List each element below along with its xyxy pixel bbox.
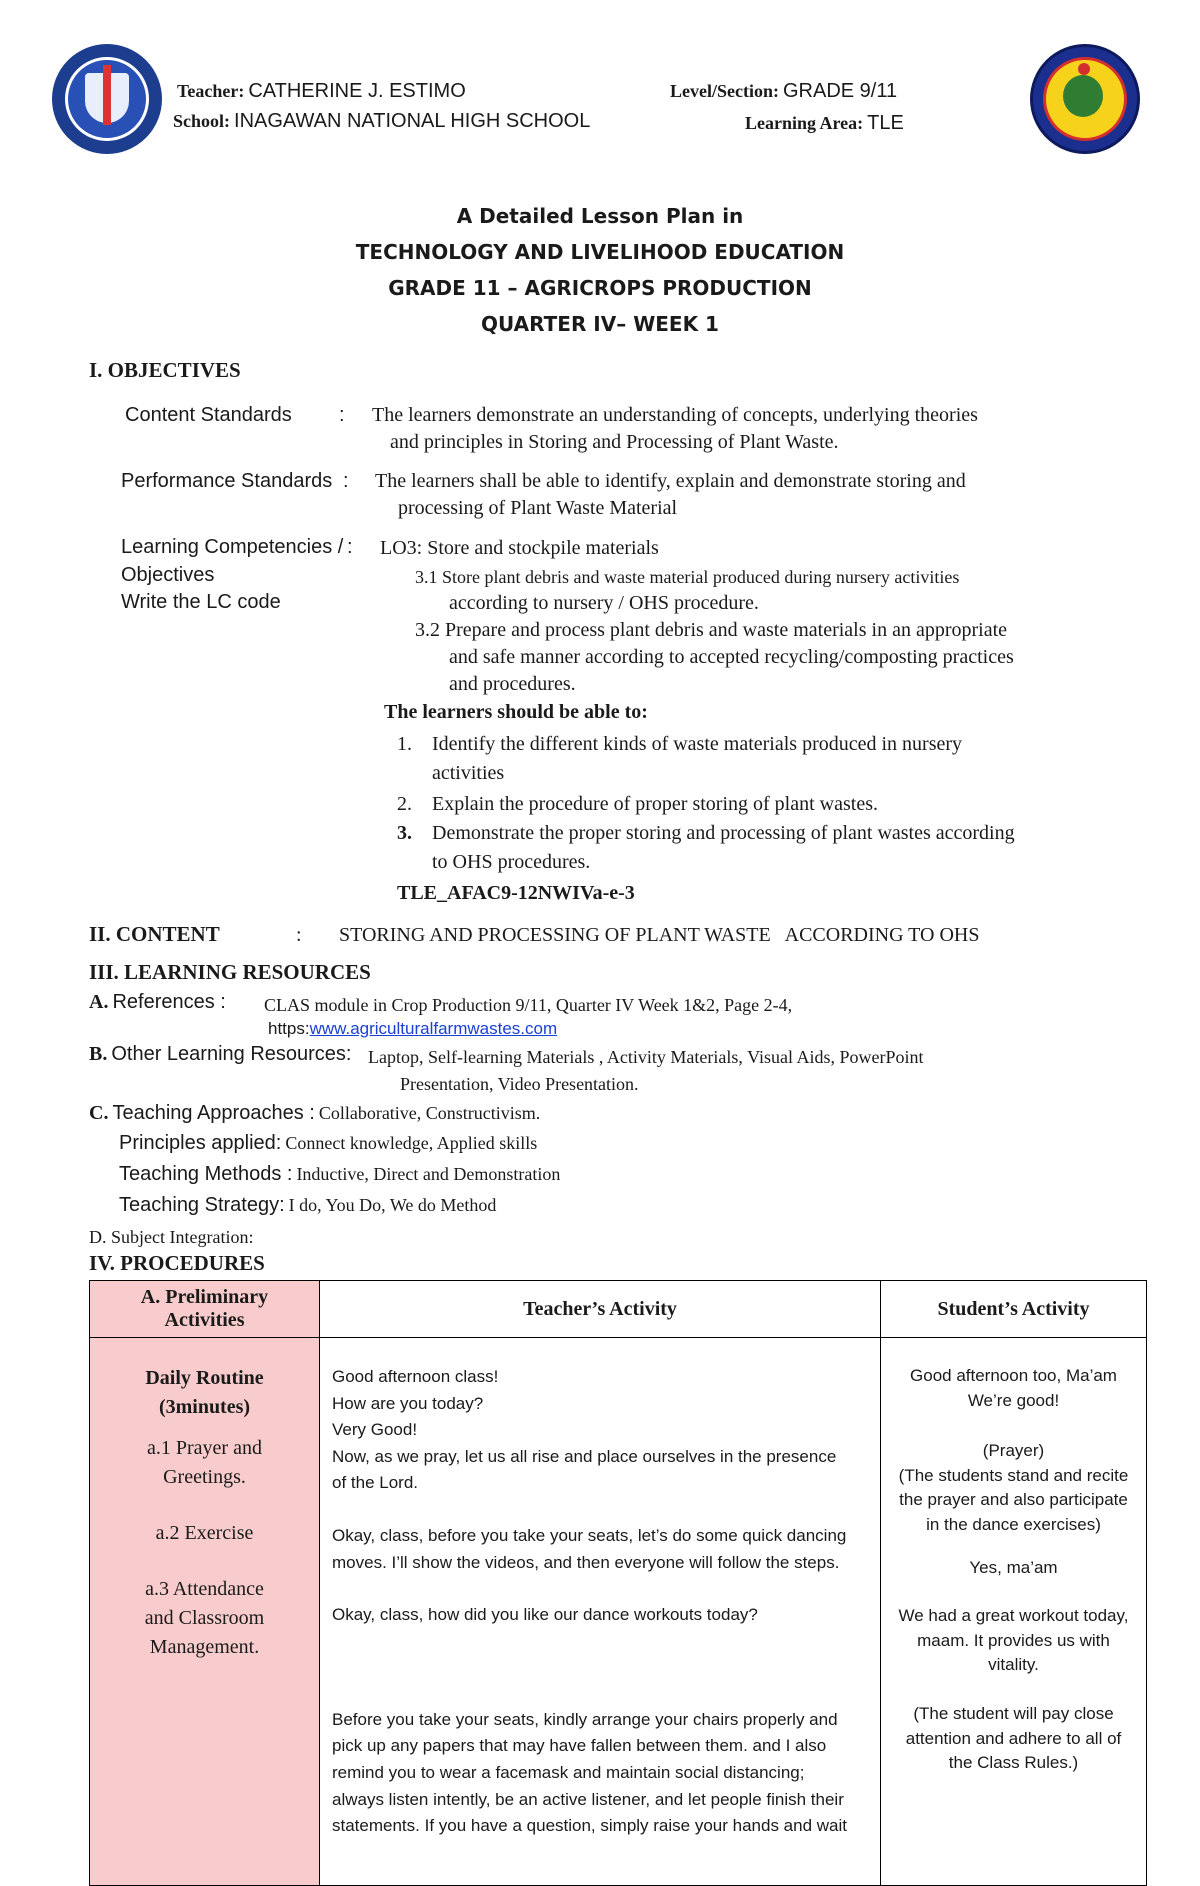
teacher-line: remind you to wear a facemask and maintain social distancing; — [332, 1762, 805, 1782]
teacher-line: always listen intently, be an active listener, and let people finish their — [332, 1789, 844, 1809]
teacher-line: Okay, class, before you take your seats, let’s do some quick dancing — [332, 1525, 847, 1545]
teacher-line: How are you today? — [332, 1393, 484, 1413]
approaches-row — [89, 1102, 540, 1125]
learning-competencies-colon: : — [347, 536, 353, 558]
methods-value: Inductive, Direct and Demonstration — [296, 1164, 561, 1184]
learning-competencies-label: Learning Competencies / — [121, 536, 344, 558]
strategy-value: I do, You Do, We do Method — [288, 1195, 497, 1215]
content-colon: : — [296, 924, 302, 946]
teacher-line: of the Lord. — [332, 1473, 419, 1493]
student-line: (The student will pay close — [913, 1703, 1114, 1723]
objective-1-line-2: activities — [432, 762, 505, 784]
approaches-value: Collaborative, Constructivism. — [318, 1103, 541, 1123]
deped-seal — [52, 44, 162, 154]
student-line: Yes, ma’am — [969, 1557, 1058, 1577]
daily-routine-row — [90, 1338, 1147, 1886]
area-label: Learning Area: — [745, 113, 864, 133]
a1-line-1: a.1 Prayer and — [147, 1437, 262, 1459]
other-resources-letter: B. — [89, 1043, 108, 1065]
methods-row — [119, 1163, 560, 1186]
a3-line-2: and Classroom — [144, 1607, 265, 1629]
content-standards-colon: : — [339, 404, 345, 426]
area-value: TLE — [867, 112, 904, 134]
principles-label: Principles applied: — [119, 1132, 282, 1154]
title-line-1: A Detailed Lesson Plan in — [456, 204, 744, 228]
teacher-line: Very Good! — [332, 1420, 418, 1440]
content-standards-line-2: and principles in Storing and Processing of Plant Waste. — [390, 431, 839, 453]
student-line: the prayer and also participate — [899, 1490, 1128, 1510]
level-value: GRADE 9/11 — [782, 80, 898, 102]
lc-3-2-line-2: and safe manner according to accepted recycling/composting practices — [449, 646, 1014, 668]
school-label: School: — [173, 111, 231, 131]
student-line: We’re good! — [967, 1390, 1060, 1410]
preliminary-header-line-1: A. Preliminary — [140, 1286, 269, 1308]
approaches-label: Teaching Approaches : — [112, 1102, 315, 1124]
teacher-line: statements. If you have a question, simply raise your hands and wait — [332, 1816, 847, 1836]
objective-2-line-1: Explain the procedure of proper storing of plant wastes. — [432, 793, 878, 815]
strategy-label: Teaching Strategy: — [119, 1194, 285, 1216]
teacher-line: moves. I’ll show the videos, and then everyone will follow the steps. — [332, 1552, 840, 1572]
objective-1-num: 1. — [397, 733, 412, 755]
content-heading: II. CONTENT — [89, 922, 220, 946]
student-activity-cell — [881, 1338, 1147, 1886]
school-seal-emblem — [1063, 75, 1103, 117]
deped-seal-torch-icon — [103, 65, 111, 125]
content-standards-line-1: The learners demonstrate an understanding of concepts, underlying theories — [372, 404, 978, 426]
subject-integration: D. Subject Integration: — [89, 1227, 254, 1247]
procedures-heading: IV. PROCEDURES — [89, 1251, 265, 1275]
preliminary-header — [90, 1281, 320, 1338]
other-resources-row — [89, 1043, 351, 1066]
student-line: (The students stand and recite — [898, 1465, 1129, 1485]
objectives-label: Objectives — [121, 564, 215, 586]
school-seal-flame-icon — [1078, 63, 1090, 75]
student-line: We had a great workout today, — [898, 1606, 1129, 1626]
references-url-prefix: https: — [268, 1019, 310, 1038]
objective-1-line-1: Identify the different kinds of waste materials produced in nursery — [432, 733, 963, 755]
objective-3-line-1: Demonstrate the proper storing and processing of plant wastes according — [432, 822, 1015, 844]
other-resources-line-2: Presentation, Video Presentation. — [400, 1074, 639, 1094]
area-line — [745, 112, 904, 135]
methods-label: Teaching Methods : — [119, 1163, 293, 1185]
performance-standards-line-2: processing of Plant Waste Material — [398, 497, 678, 519]
school-line — [173, 110, 590, 133]
references-url-row — [268, 1019, 557, 1039]
a3-line-1: a.3 Attendance — [145, 1578, 264, 1600]
teacher-line: pick up any papers that may have fallen between them. and I also — [332, 1736, 827, 1756]
strategy-row — [119, 1194, 496, 1217]
objective-3-num: 3. — [397, 822, 412, 844]
teacher-line: Before you take your seats, kindly arrange your chairs properly and — [332, 1709, 838, 1729]
lc-code: TLE_AFAC9-12NWIVa-e-3 — [397, 882, 635, 904]
references-letter: A. — [89, 991, 109, 1013]
approaches-letter: C. — [89, 1102, 109, 1124]
student-line: maam. It provides us with — [917, 1630, 1110, 1650]
student-activity-header: Student’s Activity — [881, 1281, 1147, 1338]
lc-3-1-line-1: 3.1 Store plant debris and waste material produced during nursery activities — [415, 567, 960, 587]
lc-code-label: Write the LC code — [121, 591, 281, 613]
a2-exercise: a.2 Exercise — [155, 1522, 254, 1544]
teacher-line: Now, as we pray, let us all rise and place ourselves in the presence — [332, 1446, 837, 1466]
title-line-3: GRADE 11 – AGRICROPS PRODUCTION — [388, 276, 812, 300]
routine-title-1: Daily Routine — [145, 1367, 264, 1389]
student-line: (Prayer) — [982, 1441, 1045, 1461]
performance-standards-label: Performance Standards — [121, 470, 333, 492]
teacher-line: Good afternoon class! — [332, 1367, 499, 1386]
lc-3-1-line-2: according to nursery / OHS procedure. — [449, 592, 759, 614]
teacher-activity-header: Teacher’s Activity — [320, 1281, 881, 1338]
level-line — [670, 80, 897, 103]
school-value: INAGAWAN NATIONAL HIGH SCHOOL — [234, 110, 591, 132]
student-line: vitality. — [988, 1655, 1039, 1675]
content-standards-label: Content Standards — [125, 404, 292, 426]
resources-heading: III. LEARNING RESOURCES — [89, 960, 371, 984]
teacher-activity-cell — [320, 1338, 881, 1886]
lc-3-2-line-3: and procedures. — [449, 673, 576, 695]
objective-3-line-2: to OHS procedures. — [432, 851, 591, 873]
student-line: in the dance exercises) — [926, 1514, 1101, 1534]
student-line: Good afternoon too, Ma’am — [910, 1366, 1117, 1385]
lo3-text: LO3: Store and stockpile materials — [380, 537, 659, 559]
daily-routine-cell — [90, 1338, 320, 1886]
references-row — [89, 991, 226, 1014]
references-value: CLAS module in Crop Production 9/11, Quarter IV Week 1&2, Page 2-4, — [264, 995, 793, 1015]
a3-line-3: Management. — [149, 1636, 260, 1658]
procedures-table — [89, 1280, 1147, 1886]
other-resources-label: Other Learning Resources: — [111, 1043, 352, 1065]
title-line-2: TECHNOLOGY AND LIVELIHOOD EDUCATION — [355, 240, 845, 264]
content-value: STORING AND PROCESSING OF PLANT WASTE ACCORDING TO OHS — [339, 924, 980, 946]
teacher-label: Teacher: — [177, 81, 245, 101]
references-url-link[interactable]: www.agriculturalfarmwastes.com — [309, 1019, 558, 1038]
lc-3-2-line-1: 3.2 Prepare and process plant debris and waste materials in an appropriate — [415, 619, 1008, 641]
performance-standards-line-1: The learners shall be able to identify, explain and demonstrate storing and — [375, 470, 966, 492]
objective-2-num: 2. — [397, 793, 412, 815]
teacher-line: Okay, class, how did you like our dance workouts today? — [332, 1605, 758, 1625]
title-line-4: QUARTER IV– WEEK 1 — [481, 312, 719, 336]
teacher-value: CATHERINE J. ESTIMO — [248, 80, 466, 102]
student-line: the Class Rules.) — [948, 1753, 1079, 1773]
procedures-header-row — [90, 1281, 1147, 1338]
student-line: attention and adhere to all of — [905, 1728, 1122, 1748]
a1-line-2: Greetings. — [163, 1466, 246, 1488]
routine-title-2: (3minutes) — [158, 1396, 251, 1418]
teacher-line — [177, 80, 466, 103]
preliminary-header-line-2: Activities — [164, 1309, 245, 1331]
performance-standards-colon: : — [343, 470, 349, 492]
learners-should-be-able: The learners should be able to: — [384, 701, 648, 723]
level-label: Level/Section: — [670, 81, 779, 101]
objectives-heading: I. OBJECTIVES — [89, 358, 241, 382]
principles-value: Connect knowledge, Applied skills — [285, 1133, 538, 1153]
references-label: References : — [112, 991, 226, 1013]
school-seal — [1030, 44, 1140, 154]
principles-row — [119, 1132, 537, 1155]
other-resources-line-1: Laptop, Self-learning Materials , Activity Materials, Visual Aids, PowerPoint — [368, 1047, 924, 1067]
